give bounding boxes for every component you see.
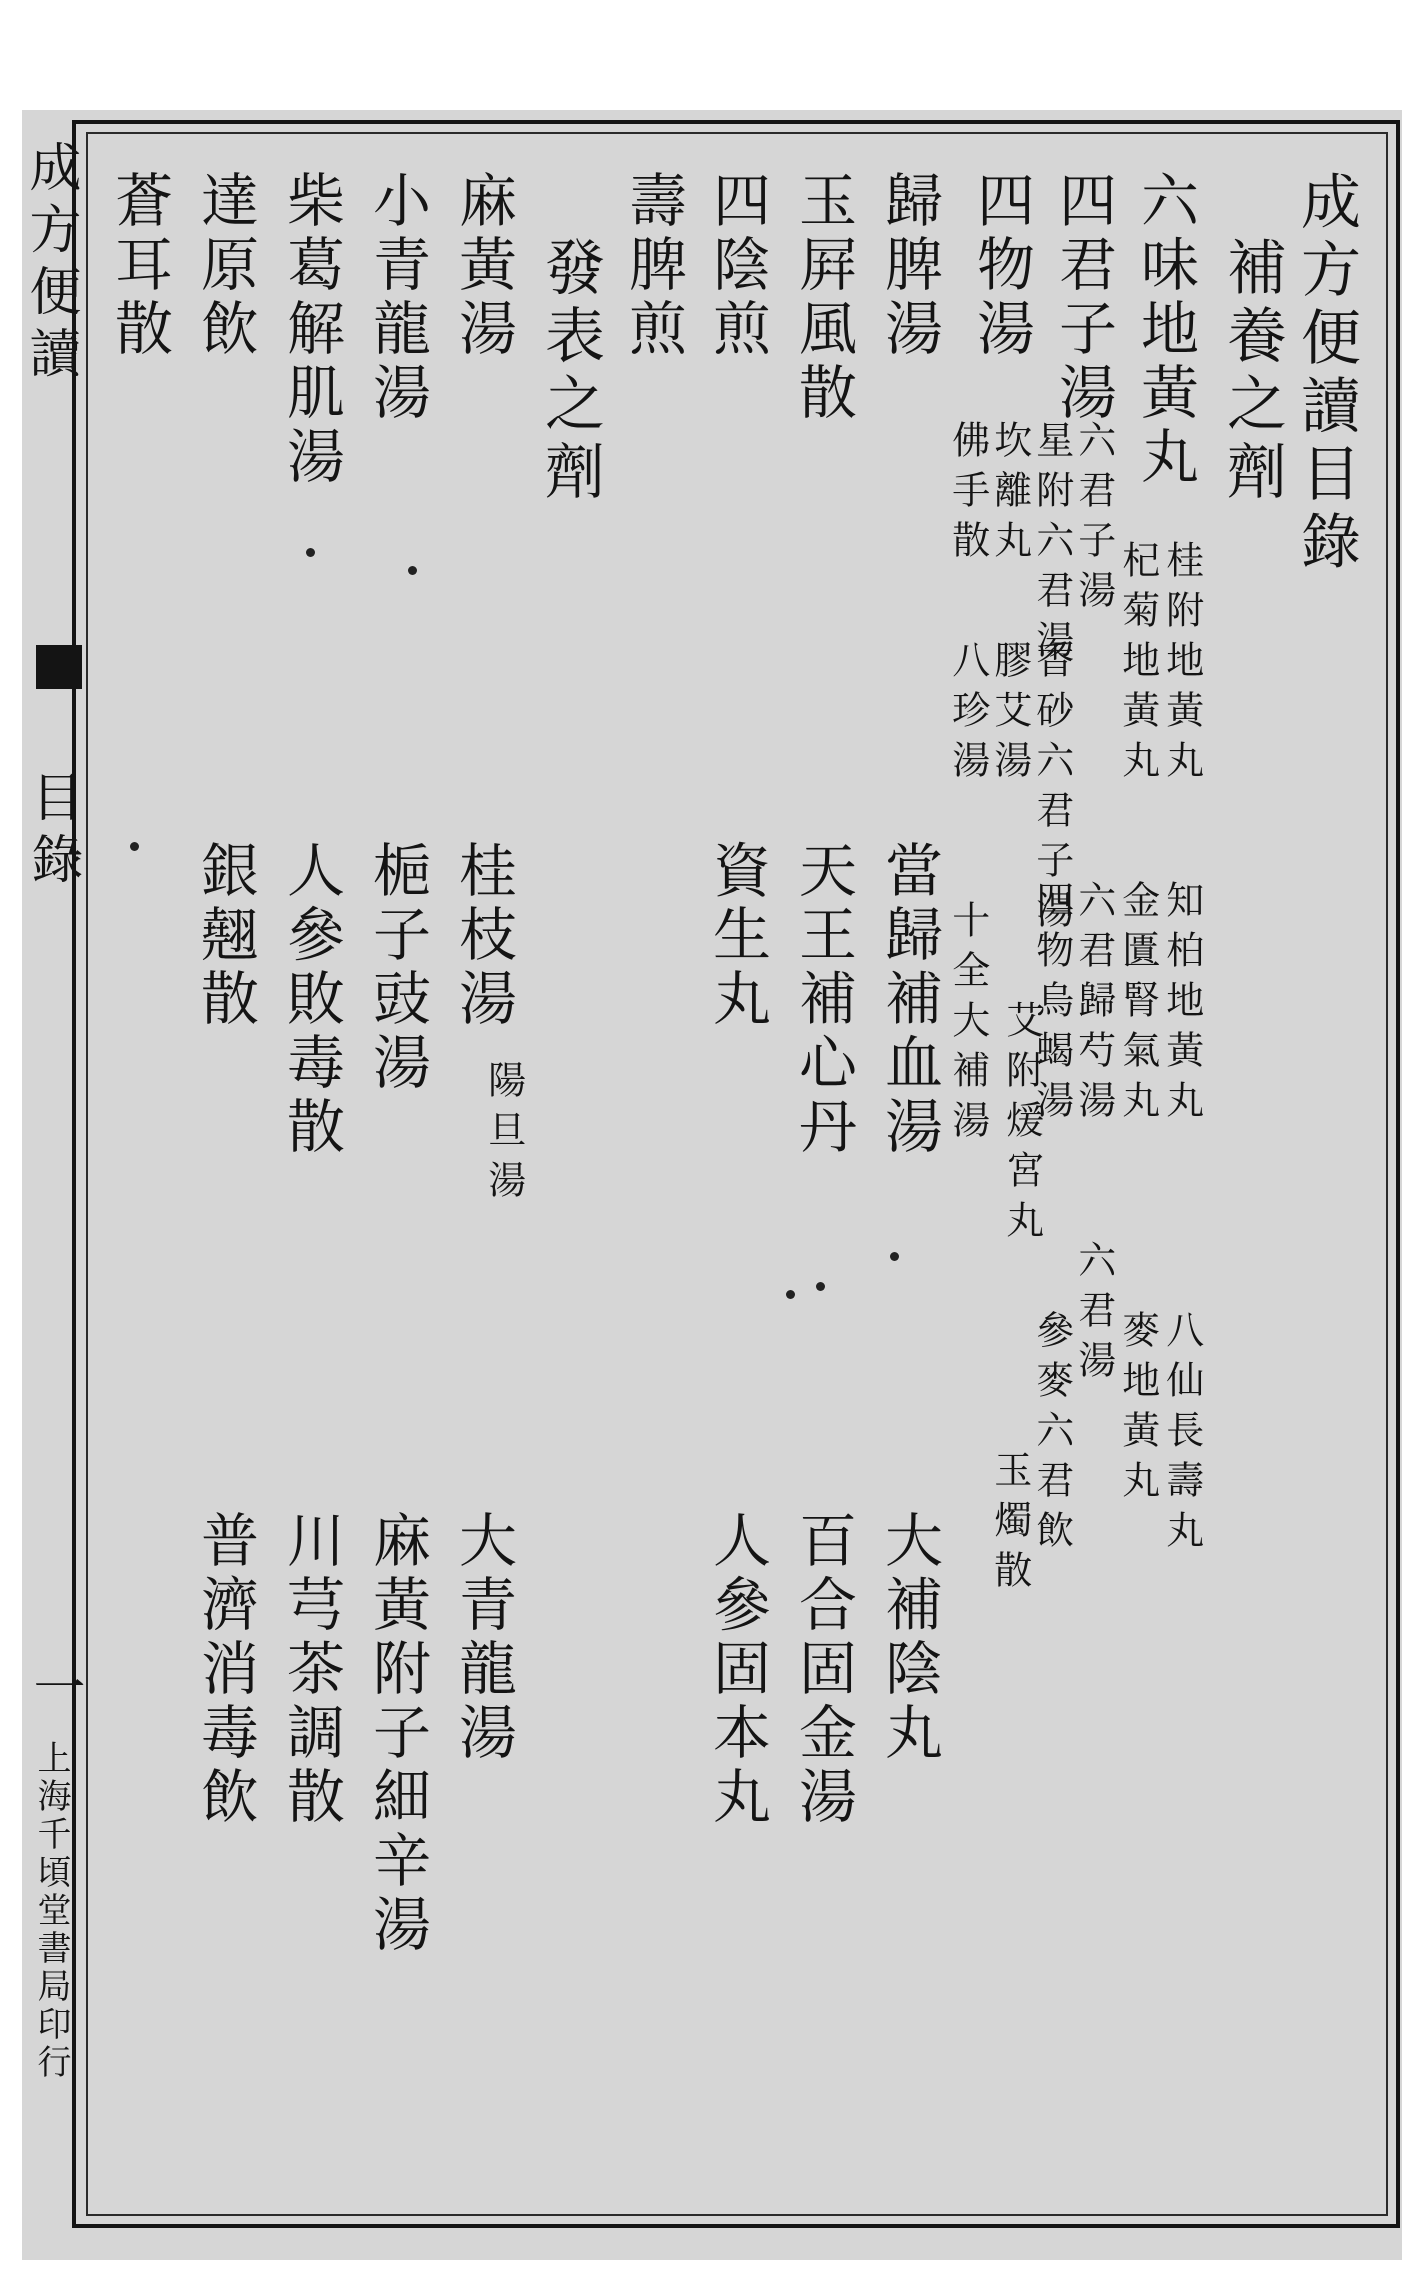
subnote-shi-quan: 十全大補湯 [945,900,990,1150]
formula-shou-pi: 壽脾煎 [619,170,687,362]
subnote-jiao-ai: 膠艾湯 [987,640,1032,790]
formula-pu-ji: 普濟消毒飲 [191,1510,259,1830]
formula-zi-sheng: 資生丸 [703,840,771,1032]
formula-zhi-zi-chi: 梔子豉湯 [363,840,431,1096]
ink-speck [408,566,417,575]
formula-ren-shen-bai-du: 人參敗毒散 [277,840,345,1160]
ink-speck [306,548,315,557]
formula-gui-pi: 歸脾湯 [875,170,943,362]
formula-da-qing-long: 大青龍湯 [449,1510,517,1766]
formula-si-jun: 四君子湯 [1049,170,1117,426]
subnote-ai-fu: 艾附煖宮丸 [999,1000,1044,1250]
subnote-fo-shou: 佛手散 [945,420,990,570]
formula-chai-ge: 柴葛解肌湯 [277,170,345,490]
formula-chuan-xiong: 川芎茶調散 [277,1510,345,1830]
section-heading-bu-yang: 補養之劑 [1217,236,1287,508]
page-title: 成方便讀目錄 [1291,170,1361,578]
formula-tian-wang: 天王補心丹 [789,840,857,1160]
margin-publisher: 上海千頃堂書局印行 [31,1740,71,2082]
formula-si-wu: 四物湯 [967,170,1035,362]
formula-xiao-qing-long: 小青龍湯 [363,170,431,426]
margin-page-number: 一 [24,1660,84,1722]
formula-yin-qiao: 銀翹散 [191,840,259,1032]
formula-si-yin: 四陰煎 [703,170,771,362]
formula-ma-huang: 麻黃湯 [449,170,517,362]
subnote-yu-zhu: 玉燭散 [987,1450,1032,1600]
margin-section: 目錄 [22,770,82,894]
formula-ren-shen-gu-ben: 人參固本丸 [703,1510,771,1830]
ink-speck [786,1290,795,1299]
formula-gui-zhi: 桂枝湯 [449,840,517,1032]
formula-liu-wei: 六味地黃丸 [1131,170,1199,490]
formula-dang-gui-bu-xue: 當歸補血湯 [875,840,943,1160]
subnote-liu-jun-tang: 六君湯 [1071,1240,1116,1390]
ink-speck [816,1282,825,1291]
subnote-mai-di: 麥地黃丸 [1115,1310,1160,1510]
margin-book-title: 成方便讀 [20,140,80,388]
subnote-liu-jun: 六君子湯 [1071,420,1116,620]
subnote-shen-mai: 參麥六君飲 [1029,1310,1074,1560]
formula-bai-he: 百合固金湯 [789,1510,857,1830]
subnote-liu-jun-gui-shao: 六君歸芍湯 [1071,880,1116,1130]
formula-cang-er: 蒼耳散 [105,170,173,362]
subnote-xing-fu: 星附六君湯 [1029,420,1074,670]
subnote-si-wu-wu-xie: 四物烏蝎湯 [1029,880,1074,1130]
subnote-ba-xian: 八仙長壽丸 [1159,1310,1204,1560]
ink-speck [130,842,139,851]
ink-speck [890,1252,899,1261]
subnote-xiang-sha: 香砂六君子湯 [1029,640,1074,940]
subnote-yang-dan: 陽旦湯 [481,1060,526,1210]
subnote-jin-kui: 金匱腎氣丸 [1115,880,1160,1130]
section-heading-fa-biao: 發表之劑 [535,236,605,508]
subnote-qi-ju: 杞菊地黃丸 [1115,540,1160,790]
formula-ma-huang-fu-zi: 麻黃附子細辛湯 [363,1510,431,1958]
subnote-gui-fu: 桂附地黃丸 [1159,540,1204,790]
fishtail-mark [36,645,82,689]
subnote-kan-li: 坎離丸 [987,420,1032,570]
formula-da-bu-yin: 大補陰丸 [875,1510,943,1766]
subnote-zhi-bai: 知柏地黃丸 [1159,880,1204,1130]
subnote-ba-zhen: 八珍湯 [945,640,990,790]
formula-yu-ping-feng: 玉屛風散 [789,170,857,426]
formula-da-yuan: 達原飲 [191,170,259,362]
